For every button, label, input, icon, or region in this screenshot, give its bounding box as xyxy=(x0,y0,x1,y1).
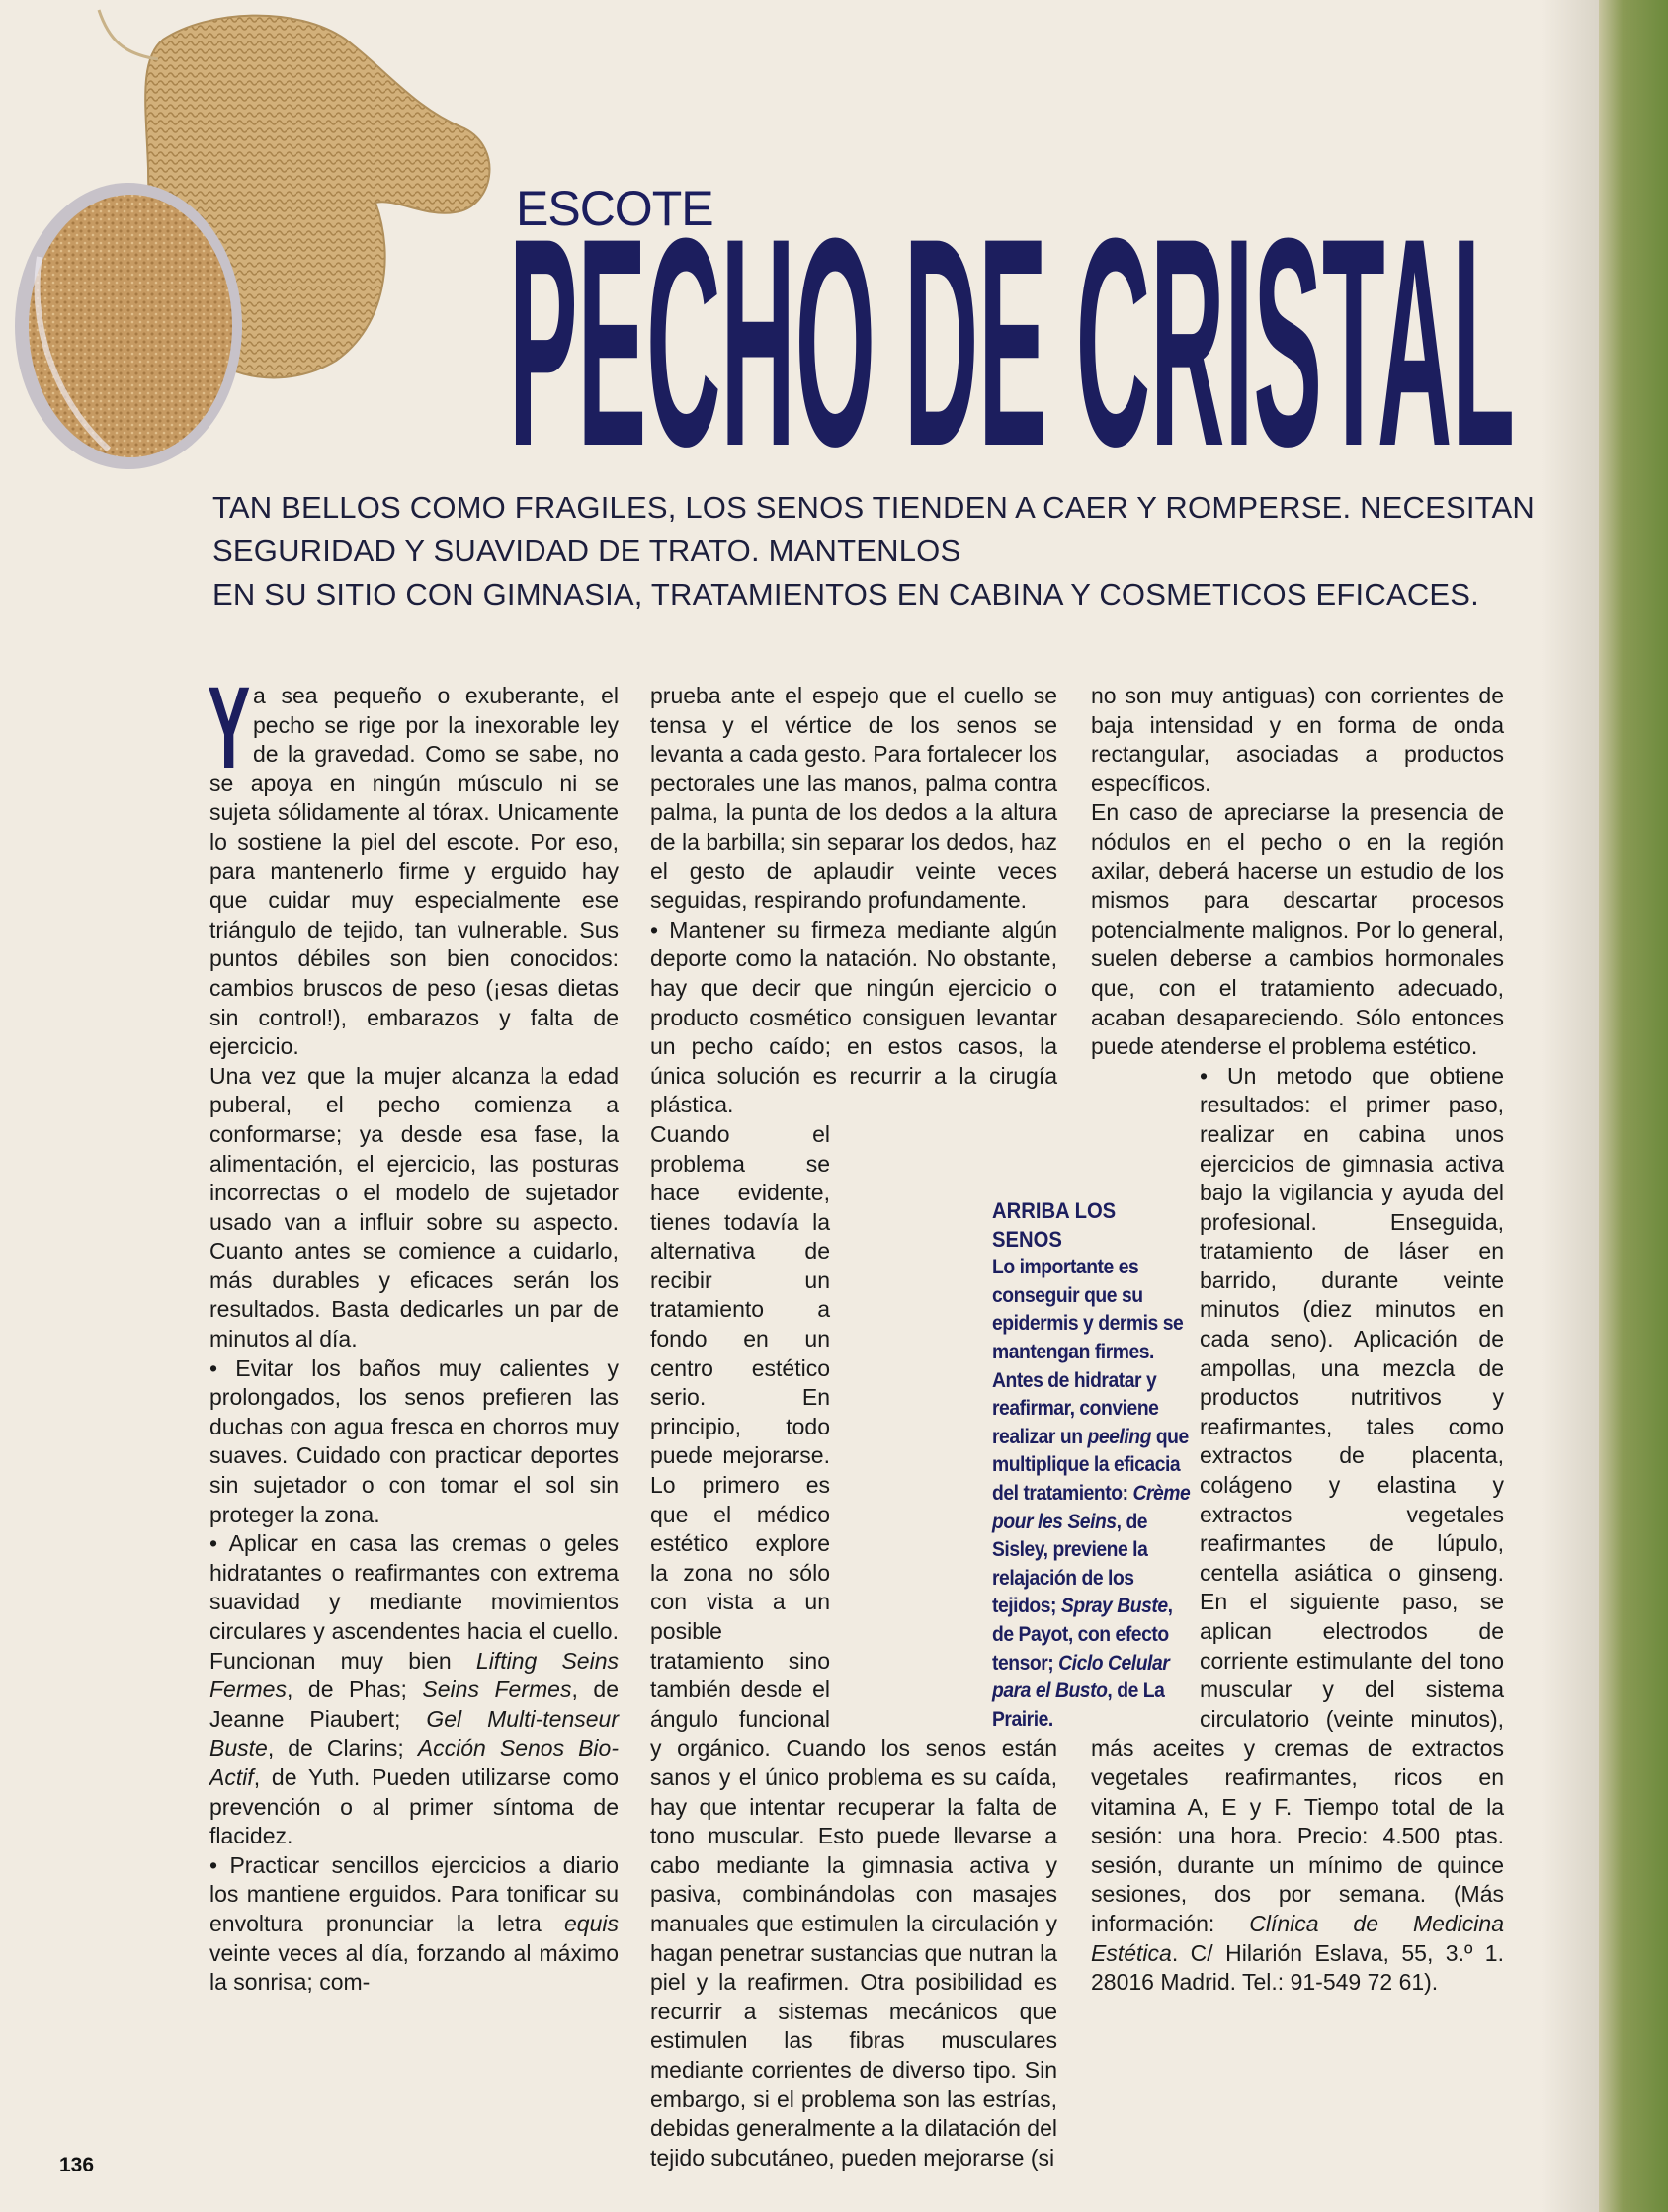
paragraph: Una vez que la mujer alcanza la edad puberal, el pecho comienza a conformarse; ya desde esa fase, la alimentación, el ejercicio, las posturas incorrectas o el modelo de sujetador usado van a influir sobre su aspecto. Cuanto antes se comience a cuidarlo, más durables y eficaces serán los resultados. Basta dedicarles un par de minutos al día. xyxy=(209,1062,619,1352)
sidebar-text: Lo importante es conseguir que su epidermis y dermis se mantengan firmes. Antes de hidratar y reafirmar, conviene realizar un peeling que multiplique la eficacia del tratamiento: Crème pour les Seins, de Sisley, previene la relajación de los tejidos; Spray Buste, de Payot, con efecto tensor; Ciclo Celular para el Busto, de La Prairie. xyxy=(992,1256,1191,1731)
deck-line-3: EN SU SITIO CON GIMNASIA, TRATAMIENTOS EN CABINA Y COSMETICOS EFICACES. xyxy=(212,577,1479,612)
paragraph: • Practicar sencillos ejercicios a diario los mantiene erguidos. Para tonificar su envoltura pronunciar la letra equis veinte veces al día, forzando al máximo la sonrisa; com- xyxy=(209,1851,619,1996)
paragraph: • Un metodo que obtiene resultados: el primer paso, realizar en cabina unos ejercicios de gimnasia activa bajo la vigilancia y ayuda del profesional. Enseguida, tratamiento de láser en barrido, durante veinte minutos (diez minutos en cada seno). Aplicación de ampollas, una mezcla de productos nutritivos y reafirmantes, tales como extractos de placenta, colágeno y elastina y extractos vegetales reafirmantes de lúpulo, centella asiática o ginseng. En el siguiente paso, se aplican electrodos de corriente estimulante del tono muscular y del sistema circulatorio (veinte minutos), más aceites y cremas de extractos vegetales reafirmantes, ricos en vitamina A, E y F. Tiempo total de la sesión: una hora. Precio: 4.500 ptas. sesión, durante un mínimo de quince sesiones, dos por semana. (Más información: Clínica de Medicina Estética. C/ Hilarión Eslava, 55, 3.º 1. 28016 Madrid. Tel.: 91-549 72 61). xyxy=(1091,1062,1504,1996)
paragraph: • Aplicar en casa las cremas o geles hidratantes o reafirmantes con extrema suavidad y mediante movimientos circulares y ascendentes hacia el cuello. Funcionan muy bien Lifting Seins Fermes, de Phas; Seins Fermes, de Jeanne Piaubert; Gel Multi-tenseur Buste, de Clarins; Acción Senos Bio-Actif, de Yuth. Pueden utilizarse como prevención o al primer síntoma de flacidez. xyxy=(209,1530,620,1849)
paragraph: Ya sea pequeño o exuberante, el pecho se rige por la inexorable ley de la gravedad. Como se sabe, no se apoya en ningún músculo ni se sujeta sólidamente al tórax. Unicamente lo sostiene la piel del escote. Por eso, para mantenerlo firme y erguido hay que cuidar muy especialmente ese triángulo de tejido, tan vulnerable. Sus puntos débiles son bien conocidos: cambios bruscos de peso (¡esas dietas sin control!), embarazos y falta de ejercicio. xyxy=(208,663,619,1060)
paragraph: no son muy antiguas) con corrientes de baja intensidad y en forma de onda rectangular, asociadas a productos específicos. xyxy=(1091,683,1504,796)
headline xyxy=(509,229,1517,458)
deck-line-1: TAN BELLOS COMO FRAGILES, LOS SENOS TIENDEN A CAER Y ROMPERSE. NECESITAN xyxy=(212,490,1535,525)
sidebar-box xyxy=(992,1197,1191,1734)
paragraph: prueba ante el espejo que el cuello se tensa y el vértice de los senos se levanta a cada gesto. Para fortalecer los pectorales une las manos, palma contra palma, la punta de los dedos a la altura de la barbilla; sin separar los dedos, haz el gesto de aplaudir veinte veces seguidas, respirando profundamente. xyxy=(650,683,1057,914)
page-number: 136 xyxy=(59,2154,95,2176)
deck-subheading xyxy=(212,486,1535,616)
paragraph: En caso de apreciarse la presencia de nódulos en el pecho o en la región axilar, deberá hacerse un estudio de los mismos para descartar procesos potencialmente malignos. Por lo general, suelen deberse a cambios hormonales que, con el tratamiento adecuado, acaban desapareciendo. Sólo entonces puede atenderse el problema estético. xyxy=(1091,799,1504,1060)
paragraph: • Evitar los baños muy calientes y prolongados, los senos prefieren las duchas con agua fresca en chorros muy suaves. Cuidado con practicar deportes sin sujetador o con tomar el sol sin proteger la zona. xyxy=(209,1354,619,1527)
sisal-mitts-photo xyxy=(0,0,514,494)
paragraph: • Mantener su firmeza mediante algún deporte como la natación. No obstante, hay que decir que ningún ejercicio o producto cosmético consiguen levantar un pecho caído; en estos casos, la única solución es recurrir a la cirugía plástica. xyxy=(650,916,1057,1118)
section-kicker: ESCOTE xyxy=(516,181,713,236)
page-edge-shadow xyxy=(1542,0,1601,2212)
deck-line-2: SEGURIDAD Y SUAVIDAD DE TRATO. MANTENLOS xyxy=(212,533,961,568)
article-column-1 xyxy=(208,663,620,1998)
headline-text: PECHO DE CRISTAL xyxy=(509,229,1515,458)
adjacent-page-strip xyxy=(1599,0,1668,2212)
paragraph: Cuando el problema se hace evidente, tienes todavía la alternativa de recibir un tratamiento a fondo en un centro estético serio. En principio, todo puede mejorarse. Lo primero es que el médico estético explore la zona no sólo con vista a un posible tratamiento sino también desde el ángulo funcional y orgánico. Cuando los senos están sanos y el único problema es su caída, hay que intentar recuperar la falta de tono muscular. Esto puede llevarse a cabo mediante la gimnasia activa y pasiva, combinándolas con masajes manuales que estimulen la circulación y hagan penetrar sustancias que nutran la piel y la reafirmen. Otra posibilidad es recurrir a sistemas mecánicos que estimulen las fibras musculares mediante corrientes de diverso tipo. Sin embargo, si el problema son las estrías, debidas generalmente a la dilatación del tejido subcutáneo, pueden mejorarse (si xyxy=(650,1120,1057,2171)
drop-cap: Y xyxy=(208,663,251,793)
sidebar-title: ARRIBA LOS SENOS xyxy=(992,1198,1117,1252)
